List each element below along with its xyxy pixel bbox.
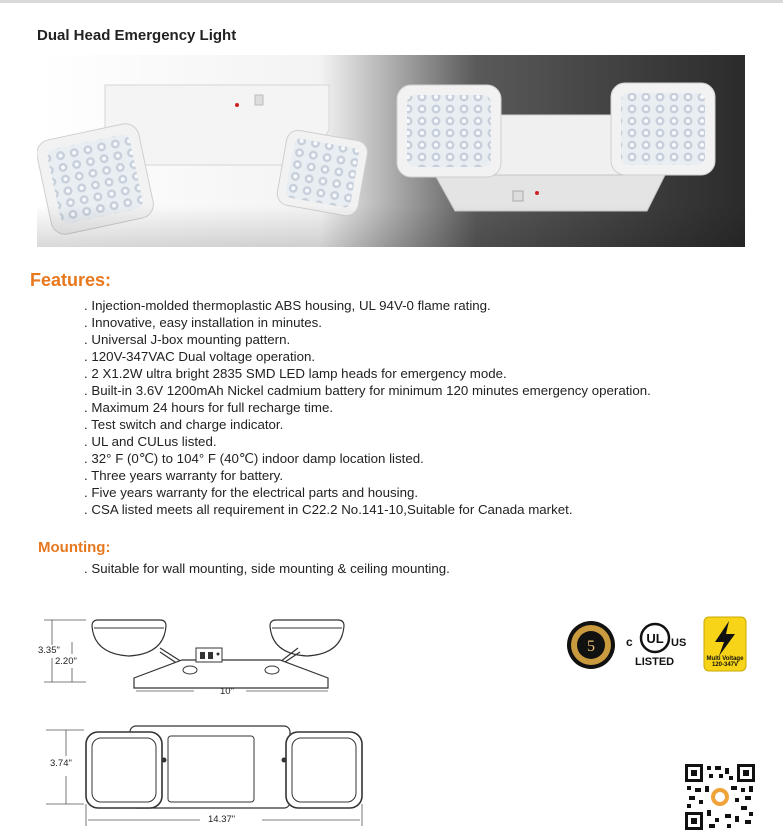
feature-item: . 120V-347VAC Dual voltage operation. xyxy=(84,349,316,364)
warranty-badge xyxy=(566,620,616,670)
feature-item: . 32° F (0℃) to 104° F (40℃) indoor damp location listed. xyxy=(84,451,424,466)
dim-body-height: 2.20" xyxy=(55,656,77,667)
features-heading: Features: xyxy=(30,270,112,290)
feature-item: . Injection-molded thermoplastic ABS housing, UL 94V-0 flame rating. xyxy=(84,298,491,313)
feature-item: . CSA listed meets all requirement in C22.2 No.141-10,Suitable for Canada market. xyxy=(84,502,573,517)
mounting-heading: Mounting: xyxy=(38,539,111,556)
photo-floor-shadow xyxy=(37,205,745,247)
qr-code[interactable] xyxy=(685,764,755,830)
ul-listed-label: LISTED xyxy=(635,656,675,668)
top-divider xyxy=(0,0,783,3)
dim-body-width: 10" xyxy=(220,686,234,697)
ul-letters: UL xyxy=(646,631,664,646)
feature-item: . Universal J-box mounting pattern. xyxy=(84,332,291,347)
feature-item: . 2 X1.2W ultra bright 2835 SMD LED lamp heads for emergency mode. xyxy=(84,366,507,381)
features-list xyxy=(84,297,651,518)
front-view-drawing xyxy=(40,718,370,828)
dim-total-width: 14.37" xyxy=(208,814,236,825)
mounting-text: . Suitable for wall mounting, side mounting & ceiling mounting. xyxy=(84,561,450,576)
feature-item: . Built-in 3.6V 1200mAh Nickel cadmium battery for minimum 120 minutes emergency operation. xyxy=(84,383,651,398)
multi-voltage-line2: 120-347V xyxy=(711,662,739,668)
feature-item: . UL and CULus listed. xyxy=(84,434,217,449)
multi-voltage-label xyxy=(705,656,745,668)
ul-us-mark: US xyxy=(671,637,687,649)
ul-listed-logo xyxy=(624,618,694,658)
feature-item: . Innovative, easy installation in minutes. xyxy=(84,315,322,330)
dim-total-height: 3.35" xyxy=(38,645,60,656)
page-title: Dual Head Emergency Light xyxy=(37,27,237,44)
dim-depth: 3.74" xyxy=(50,758,72,769)
side-view-drawing xyxy=(36,612,356,692)
feature-item: . Test switch and charge indicator. xyxy=(84,417,284,432)
product-photo xyxy=(37,55,745,247)
ul-c-mark: c xyxy=(626,635,633,649)
feature-item: . Three years warranty for battery. xyxy=(84,468,284,483)
multi-voltage-line1: Multi Voltage xyxy=(706,656,744,662)
feature-item: . Five years warranty for the electrical parts and housing. xyxy=(84,485,419,500)
feature-item: . Maximum 24 hours for full recharge time. xyxy=(84,400,334,415)
warranty-years: 5 xyxy=(587,638,595,655)
